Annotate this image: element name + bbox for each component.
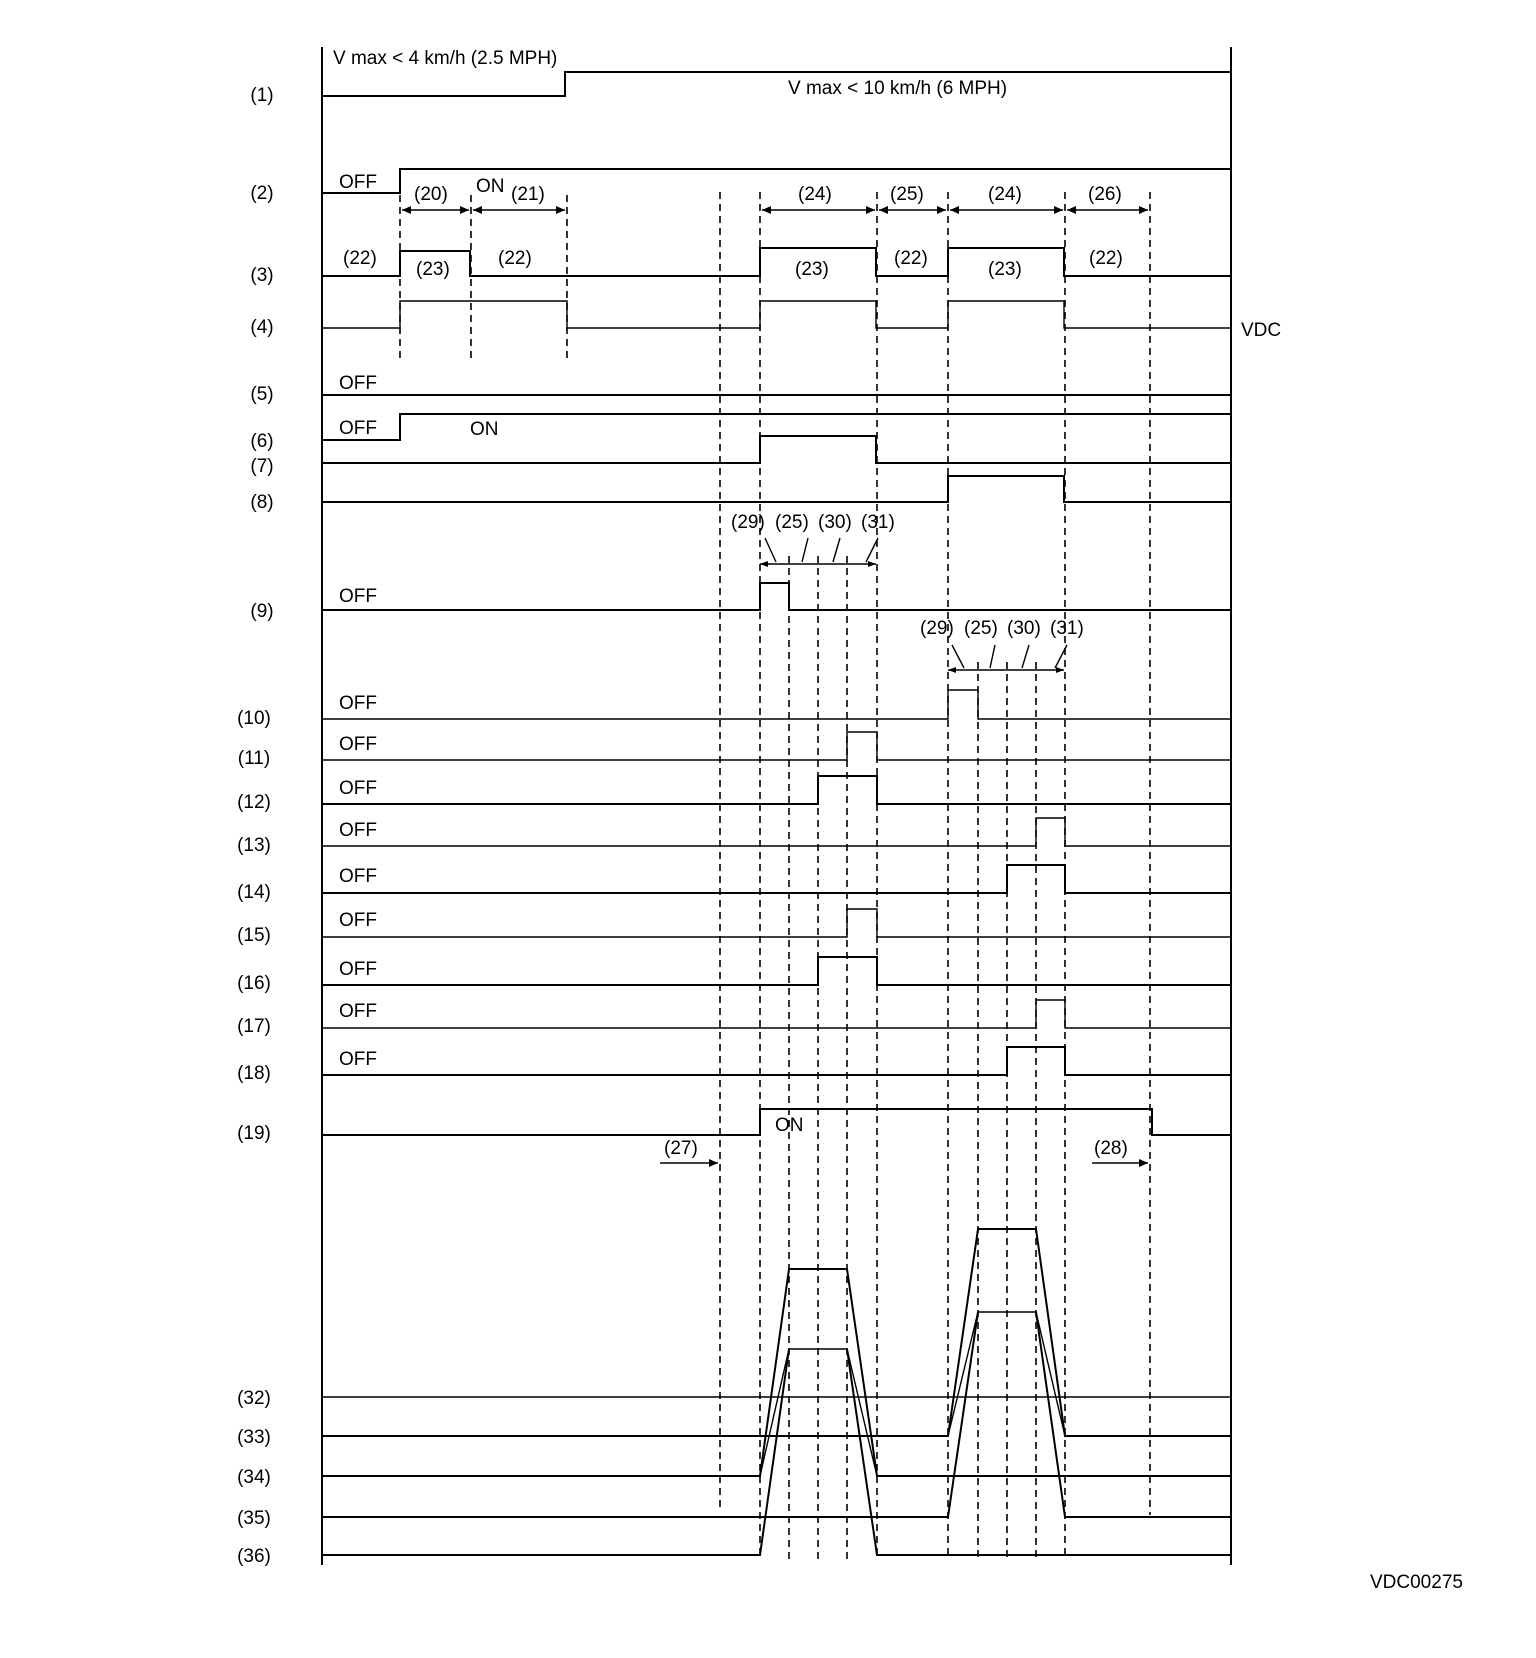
period-label: (28) [1094, 1138, 1128, 1159]
signal-4 [322, 301, 1281, 341]
signal-35-trace [322, 1312, 978, 1517]
signal-trace [322, 909, 1231, 937]
off-label: OFF [339, 778, 377, 799]
on-label: ON [476, 176, 505, 197]
leader-line [990, 645, 995, 668]
arrow-head [866, 206, 875, 214]
pressure-traces [322, 1229, 1231, 1555]
period-label: (24) [988, 184, 1022, 205]
arrow-head [879, 206, 888, 214]
signal-15 [322, 909, 1231, 937]
period-label: (31) [861, 512, 895, 533]
period-label: (25) [964, 618, 998, 639]
signal-1-speed-limit [322, 48, 1231, 99]
period-label: (23) [988, 259, 1022, 280]
signal-10 [322, 690, 1231, 719]
arrow-head [556, 206, 565, 214]
row-label: (15) [237, 925, 271, 946]
timing-markers [400, 192, 1150, 1560]
signal-trace [322, 72, 1231, 96]
signal-13 [322, 818, 1231, 846]
signal-trace [322, 865, 1231, 893]
period-label: (27) [664, 1138, 698, 1159]
signal-trace [322, 732, 1231, 760]
on-label: ON [470, 419, 499, 440]
marker-27-28 [660, 1138, 1148, 1167]
signal-11 [322, 732, 1231, 760]
row-label: (35) [237, 1508, 271, 1529]
row-label: (11) [237, 748, 271, 769]
row-labels [237, 85, 274, 1567]
row-label: (14) [237, 882, 271, 903]
arrow-head [460, 206, 469, 214]
row-label: (12) [237, 792, 271, 813]
speed-low-label: V max < 4 km/h (2.5 MPH) [333, 48, 558, 69]
period-label: (29) [920, 618, 954, 639]
arrow-head [762, 206, 771, 214]
sub-period-arrows-1 [731, 512, 895, 567]
leader-line [952, 645, 964, 668]
arrow-head [1054, 206, 1063, 214]
signal-trace [322, 1047, 1231, 1075]
period-label: (31) [1050, 618, 1084, 639]
row-label: (5) [250, 384, 274, 405]
signal-16 [322, 957, 1231, 985]
period-label: (29) [731, 512, 765, 533]
signal-trace [322, 1000, 1231, 1028]
row-label: (3) [250, 265, 274, 286]
row-label: (34) [237, 1467, 271, 1488]
signal-9 [322, 583, 1231, 610]
figure-id: VDC00275 [1370, 1572, 1463, 1593]
signal-17 [322, 1000, 1231, 1028]
off-label: OFF [339, 172, 377, 193]
row-label: (8) [250, 492, 274, 513]
arrow-head [1067, 206, 1076, 214]
off-label: OFF [339, 866, 377, 887]
period-label: (23) [416, 259, 450, 280]
period-label: (25) [890, 184, 924, 205]
arrow-head [1139, 1159, 1148, 1167]
row-label: (18) [237, 1063, 271, 1084]
row-label: (4) [250, 317, 274, 338]
row-label: (9) [250, 601, 274, 622]
row-label: (16) [237, 973, 271, 994]
row-label: (33) [237, 1427, 271, 1448]
arrow-head [948, 667, 956, 673]
signal-19 [322, 1109, 1231, 1136]
arrow-head [937, 206, 946, 214]
signal-14 [322, 865, 1231, 893]
row-label: (1) [250, 85, 274, 106]
period-label: (30) [1007, 618, 1041, 639]
off-label: OFF [339, 820, 377, 841]
period-label: (30) [818, 512, 852, 533]
signal-trace [322, 957, 1231, 985]
row-label: (2) [250, 183, 274, 204]
period-label: (22) [343, 248, 377, 269]
period-arrows-top [402, 184, 1148, 214]
on-label: ON [775, 1115, 804, 1136]
row-label: (17) [237, 1016, 271, 1037]
arrow-head [402, 206, 411, 214]
vdc-label: VDC [1241, 320, 1282, 341]
signal-trace [322, 301, 1231, 328]
signal-3 [322, 248, 1231, 280]
leader-line [802, 538, 808, 562]
period-label: (24) [798, 184, 832, 205]
signal-trace [322, 690, 1231, 719]
off-label: OFF [339, 373, 377, 394]
signal-36-fall-trace [847, 1349, 1231, 1555]
speed-high-label: V max < 10 km/h (6 MPH) [788, 78, 1008, 99]
row-label: (19) [237, 1123, 271, 1144]
signal-12 [322, 776, 1231, 804]
period-label: (22) [894, 248, 928, 269]
arrow-head [709, 1159, 718, 1167]
arrow-head [868, 561, 876, 567]
arrow-head [1056, 667, 1064, 673]
period-label: (22) [498, 248, 532, 269]
period-label: (25) [775, 512, 809, 533]
signal-18 [322, 1047, 1231, 1075]
signal-8-trace [322, 476, 1231, 502]
off-label: OFF [339, 734, 377, 755]
signal-trace [322, 818, 1231, 846]
off-label: OFF [339, 693, 377, 714]
off-label: OFF [339, 910, 377, 931]
signal-35-fall-trace [1036, 1312, 1231, 1517]
period-label: (26) [1088, 184, 1122, 205]
off-label: OFF [339, 586, 377, 607]
arrow-head [1139, 206, 1148, 214]
row-label: (7) [250, 456, 274, 477]
arrow-head [760, 561, 768, 567]
arrow-head [950, 206, 959, 214]
sub-period-arrows-2 [920, 618, 1084, 673]
signal-trace [322, 583, 1231, 610]
period-label: (20) [414, 184, 448, 205]
signal-36-trace [322, 1349, 789, 1555]
leader-line [765, 538, 776, 562]
signal-trace [322, 776, 1231, 804]
off-label: OFF [339, 959, 377, 980]
row-label: (36) [237, 1546, 271, 1567]
off-label: OFF [339, 1049, 377, 1070]
row-label: (6) [250, 431, 274, 452]
period-label: (22) [1089, 248, 1123, 269]
signal-7-trace [322, 436, 1231, 463]
row-label: (32) [237, 1388, 271, 1409]
off-label: OFF [339, 418, 377, 439]
arrow-head [473, 206, 482, 214]
signal-5 [322, 373, 1231, 395]
period-label: (23) [795, 259, 829, 280]
row-label: (10) [237, 708, 271, 729]
period-label: (21) [511, 184, 545, 205]
leader-line [833, 538, 840, 562]
off-label: OFF [339, 1001, 377, 1022]
leader-line [1022, 645, 1029, 668]
row-label: (13) [237, 835, 271, 856]
